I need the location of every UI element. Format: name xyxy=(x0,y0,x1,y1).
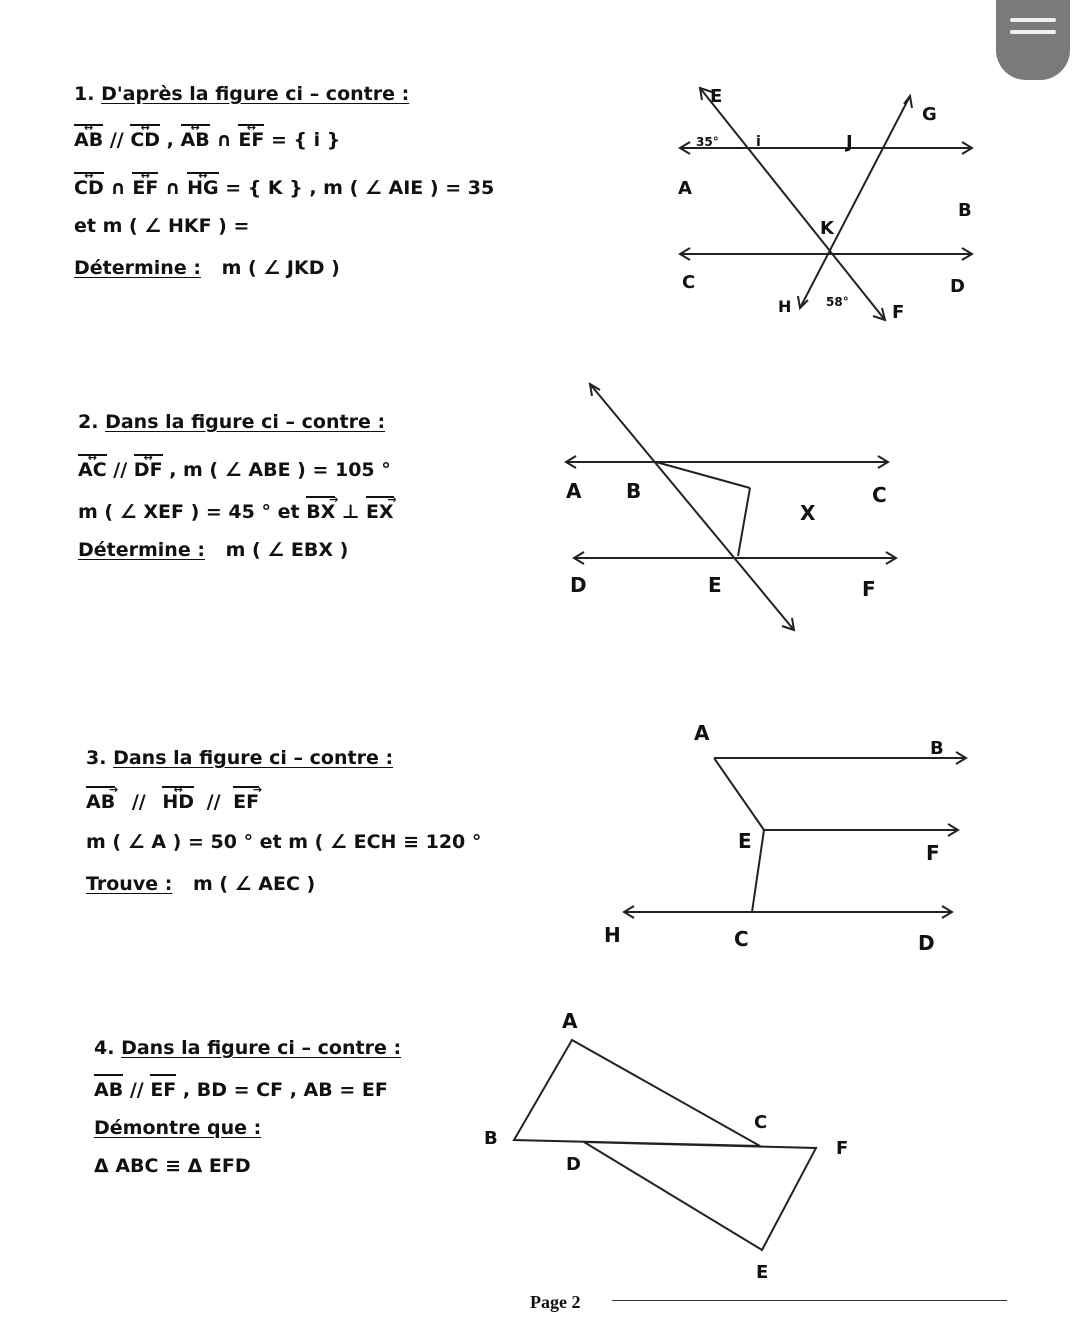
ex1-line-ef-drawn xyxy=(700,88,885,320)
ex2-line2 xyxy=(78,498,394,524)
ex1-label-58: 58° xyxy=(826,295,849,309)
ex3-ray-ab: AB → xyxy=(86,788,115,814)
ex2-line1 xyxy=(78,456,391,482)
ex1-line-ab: AB ↔ xyxy=(74,126,103,152)
ex3-ray-ef: EF → xyxy=(233,788,259,814)
ex1-line-ef: EF ↔ xyxy=(238,126,264,152)
ex1-line-ef-2: EF ↔ xyxy=(132,174,158,200)
ex4-task-row xyxy=(94,1154,251,1178)
hamburger-menu-icon xyxy=(1010,18,1056,22)
ex3-task xyxy=(86,872,315,896)
ex4-line1 xyxy=(94,1076,388,1102)
ex2-label-a: A xyxy=(566,479,582,503)
ex3-label-b: B xyxy=(930,738,944,759)
ex1-line3 xyxy=(74,214,249,238)
ex1-label-e: E xyxy=(710,86,723,107)
ex1-label-i: i xyxy=(756,134,761,150)
ex2-ray-ex-drawn xyxy=(738,488,750,556)
ex1-line2 xyxy=(74,174,494,200)
ex2-heading-text: Dans la figure ci – contre : xyxy=(105,411,386,433)
ex3-task-text: m ( ∠ AEC ) xyxy=(192,873,316,895)
ex3-parallel-2: // xyxy=(206,791,221,813)
ex1-task-text: m ( ∠ JKD ) xyxy=(221,257,340,279)
ex1-label-c: C xyxy=(682,272,696,293)
ex4-triangle-abc xyxy=(514,1040,760,1146)
ex3-line-hd: HD ↔ xyxy=(162,788,194,814)
ex2-label-c: C xyxy=(872,483,887,507)
ex4-segment-ef: EF xyxy=(150,1076,176,1102)
ex1-label-j: J xyxy=(846,132,853,153)
ex1-intersect-2: ∩ xyxy=(110,177,126,199)
hamburger-menu-icon-bar xyxy=(1010,30,1056,34)
ex4-label-c: C xyxy=(754,1112,768,1133)
ex3-task-label: Trouve : xyxy=(86,873,173,895)
ex4-label-a: A xyxy=(562,1009,578,1033)
ex2-number: 2. xyxy=(78,411,99,433)
ex3-label-a: A xyxy=(694,721,710,745)
ex1-line-hg-drawn xyxy=(800,96,910,308)
ex3-line1 xyxy=(86,788,259,814)
ex2-ray-bx: BX → xyxy=(306,498,335,524)
ex1-line2-rest: = { K } , m ( ∠ AIE ) = 35 xyxy=(225,177,495,199)
ex4-task-label-row xyxy=(94,1116,261,1140)
ex4-task-text: Δ ABC ≡ Δ EFD xyxy=(94,1155,251,1177)
ex1-line1 xyxy=(74,126,340,152)
ex3-heading-text: Dans la figure ci – contre : xyxy=(113,747,394,769)
ex2-task-label: Détermine : xyxy=(78,539,205,561)
ex3-number: 3. xyxy=(86,747,107,769)
ex2-label-e: E xyxy=(708,573,722,597)
ex3-line2 xyxy=(86,830,481,854)
ex4-label-d: D xyxy=(566,1154,581,1175)
ex1-heading-text: D'après la figure ci – contre : xyxy=(101,83,410,105)
page-number: Page 2 xyxy=(530,1292,581,1312)
ex1-set-i: = { i } xyxy=(270,129,341,151)
footer-rule xyxy=(612,1300,1007,1301)
ex4-line1-rest: , BD = CF , AB = EF xyxy=(182,1079,388,1101)
ex2-label-f: F xyxy=(862,577,876,601)
ex2-ray-bx-drawn xyxy=(656,462,750,488)
ex3-segment-ae xyxy=(714,758,764,830)
ex1-label-b: B xyxy=(958,200,972,221)
ex1-sep: , xyxy=(166,129,174,151)
ex1-intersect: ∩ xyxy=(216,129,232,151)
ex2-task xyxy=(78,538,348,562)
ex4-number: 4. xyxy=(94,1037,115,1059)
ex3-heading xyxy=(86,746,393,770)
ex1-intersect-3: ∩ xyxy=(165,177,181,199)
ex1-label-a: A xyxy=(678,178,692,199)
ex2-line1-rest: , m ( ∠ ABE ) = 105 ° xyxy=(169,459,391,481)
ex4-figure xyxy=(470,1004,870,1294)
ex1-line3-text: et m ( ∠ HKF ) = xyxy=(74,215,250,237)
ex1-label-h: H xyxy=(778,297,792,316)
ex2-label-x: X xyxy=(800,501,816,525)
ex1-line-hg: HG ↔ xyxy=(187,174,219,200)
ex3-label-c: C xyxy=(734,927,749,951)
ex1-task-label: Détermine : xyxy=(74,257,201,279)
ex1-label-k: K xyxy=(820,218,834,239)
ex1-line-cd: CD ↔ xyxy=(130,126,160,152)
ex1-task xyxy=(74,256,340,280)
ex1-heading xyxy=(74,82,409,106)
ex2-label-d: D xyxy=(570,573,587,597)
ex3-label-d: D xyxy=(918,931,935,955)
ex3-label-e: E xyxy=(738,829,752,853)
ex2-line2-text: m ( ∠ XEF ) = 45 ° et xyxy=(78,501,300,523)
ex4-heading xyxy=(94,1036,401,1060)
ex2-ray-ex: EX → xyxy=(366,498,394,524)
ex1-label-d: D xyxy=(950,276,965,297)
ex2-line-df: DF ↔ xyxy=(134,456,163,482)
ex4-triangle-efd xyxy=(584,1142,816,1250)
ex4-heading-text: Dans la figure ci – contre : xyxy=(121,1037,402,1059)
ex4-label-e: E xyxy=(756,1262,769,1283)
ex2-perp: ⊥ xyxy=(341,501,360,523)
ex2-parallel: // xyxy=(113,459,128,481)
ex1-label-35: 35° xyxy=(696,135,719,149)
ex3-figure xyxy=(596,716,976,966)
ex1-label-g: G xyxy=(922,104,937,125)
ex2-figure xyxy=(560,378,910,638)
ex3-label-h: H xyxy=(604,923,621,947)
ex1-figure xyxy=(660,80,1000,330)
ex1-parallel: // xyxy=(109,129,124,151)
ex1-line-ab-2: AB ↔ xyxy=(181,126,210,152)
ex1-label-f: F xyxy=(892,302,905,323)
ex3-line2-text: m ( ∠ A ) = 50 ° et m ( ∠ ECH ≡ 120 ° xyxy=(86,831,482,853)
ex2-heading xyxy=(78,410,385,434)
ex1-number: 1. xyxy=(74,83,95,105)
ex1-line-cd-2: CD ↔ xyxy=(74,174,104,200)
ex4-label-b: B xyxy=(484,1128,498,1149)
ex2-line-ac: AC ↔ xyxy=(78,456,107,482)
ex4-segment-ab: AB xyxy=(94,1076,123,1102)
ex4-task-label: Démontre que : xyxy=(94,1117,262,1139)
menu-button[interactable] xyxy=(996,0,1070,80)
ex2-transversal xyxy=(590,384,794,630)
ex3-parallel-1: // xyxy=(131,791,146,813)
ex3-label-f: F xyxy=(926,841,940,865)
ex3-segment-ec xyxy=(752,830,764,912)
ex4-label-f: F xyxy=(836,1138,849,1159)
ex2-task-text: m ( ∠ EBX ) xyxy=(225,539,349,561)
ex2-label-b: B xyxy=(626,479,642,503)
ex4-parallel: // xyxy=(129,1079,144,1101)
